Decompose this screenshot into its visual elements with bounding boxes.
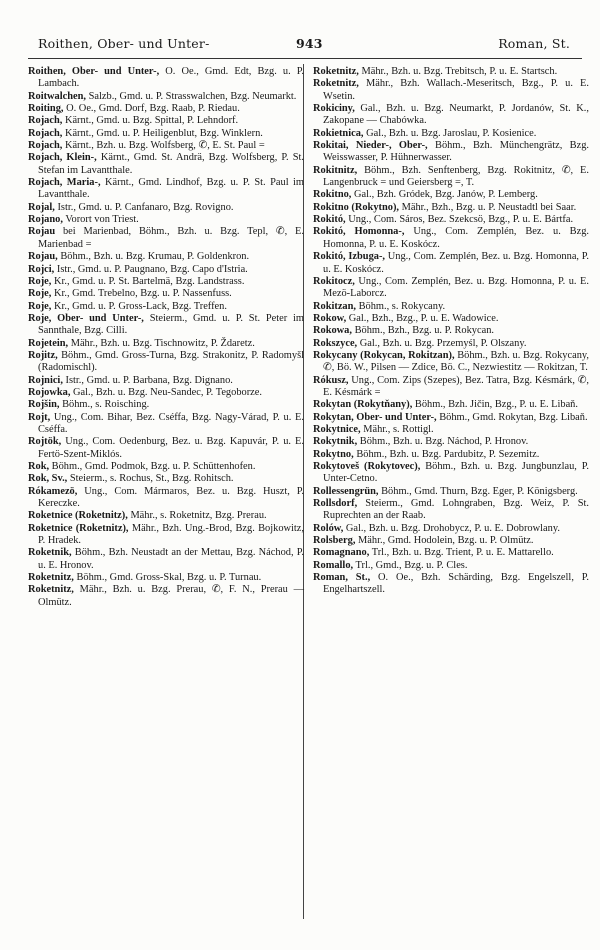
entry-text: Böhm., Bzh. Münchengrätz, Bzg. Weisswasser, P. Hühnerwasser.: [323, 140, 589, 164]
entry-headword: Roje,: [28, 300, 52, 312]
entry-headword: Rojal,: [28, 201, 55, 213]
entry-headword: Rojitz,: [28, 349, 58, 361]
entry-text: O. Oe., Bzh. Schärding, Bzg. Engelszell, P. Engelhartszell.: [323, 572, 589, 596]
entry-headword: Rokitó, Homonna-,: [313, 226, 405, 238]
gazetteer-entry: [313, 165, 589, 190]
entry-text: Böhm., Bzh. Senftenberg, Bzg. Rokitnitz, ✆, E. Langenbruck = und Geiersberg =, T.: [323, 164, 589, 189]
entry-text: Böhm., Bzh. u. Bzg. Pardubitz, P. Sezemitz.: [353, 448, 540, 460]
gazetteer-entry: [313, 449, 589, 461]
entry-text: Ung., Com. Zemplén, Bez. u. Bzg. Homonna, P. u. E. Koskócz.: [323, 226, 590, 250]
entry-text: Kr., Gmd. u. P. St. Bartelmä, Bzg. Landstrass.: [51, 275, 245, 287]
entry-text: bei Marienbad, Böhm., Bzh. u. Bzg. Tepl, ✆, E. Marienbad =: [38, 226, 304, 250]
entry-headword: Roje,: [28, 288, 52, 300]
entry-headword: Rojano,: [28, 214, 63, 226]
entry-text: Böhm., s. Roisching.: [59, 399, 150, 411]
gazetteer-entry: [313, 301, 589, 313]
right-column: [313, 66, 589, 597]
gazetteer-entry: [28, 140, 304, 152]
gazetteer-entry: [28, 387, 304, 399]
entry-text: Böhm., Gmd. Rokytan, Bzg. Libaň.: [436, 411, 588, 423]
entry-headword: Roje, Ober- und Unter-,: [28, 312, 144, 324]
page-number: 943: [296, 36, 323, 51]
gazetteer-entry: [28, 510, 304, 522]
entry-text: Gal., Bzh. u. Bzg. Drohobycz, P. u. E. Dobrowlany.: [343, 522, 560, 534]
entry-text: Ung., Com. Zips (Szepes), Bez. Tatra, Bzg. Késmárk, ✆, E. Késmárk =: [323, 374, 589, 398]
entry-text: O. Oe., Gmd. Dorf, Bzg. Raab, P. Riedau.: [63, 103, 240, 115]
gazetteer-entry: [28, 276, 304, 288]
entry-headword: Rokytnice,: [313, 423, 361, 435]
entry-headword: Rolów,: [313, 522, 344, 534]
entry-headword: Rokytan (Rokytňany),: [313, 399, 413, 411]
entry-headword: Roitwalchen,: [28, 90, 87, 102]
entry-text: Mähr., Bzh., Bzg. u. P. Neustadtl bei Saar.: [399, 201, 577, 213]
entry-text: Mähr., Bzh. Wallach.-Meseritsch, Bzg., P. u. E. Wsetin.: [323, 78, 589, 102]
gazetteer-entry: [313, 202, 589, 214]
gazetteer-entry: [313, 572, 589, 597]
entry-headword: Rojtök,: [28, 436, 62, 448]
entry-text: Gal., Bzh. Gródek, Bzg. Janów, P. Lemberg.: [351, 189, 538, 201]
entry-headword: Rok,: [28, 461, 50, 472]
gazetteer-entry: [28, 436, 304, 461]
gazetteer-entry: [313, 350, 589, 375]
entry-headword: Rokow,: [313, 312, 347, 324]
gazetteer-entry: [313, 214, 589, 226]
entry-headword: Roiting,: [28, 103, 64, 115]
entry-headword: Roketnitz,: [313, 66, 359, 77]
entry-headword: Roithen, Ober- und Unter-,: [28, 66, 160, 77]
entry-headword: Rojach,: [28, 115, 63, 127]
entry-text: Böhm., s. Rokycany.: [356, 300, 446, 312]
entry-text: Gal., Bzh. u. Bzg. Neu-Sandec, P. Tegoborze.: [70, 386, 262, 398]
gazetteer-entry: [28, 399, 304, 411]
entry-text: Böhm., Bzh. u. Bzg. Jungbunzlau, P. Unter-Cetno.: [323, 461, 589, 485]
gazetteer-entry: [313, 424, 589, 436]
entry-headword: Rollsdorf,: [313, 498, 358, 510]
entry-headword: Roketnice (Roketnitz),: [28, 522, 129, 534]
gazetteer-entry: [28, 584, 304, 609]
entry-text: Kärnt., Gmd. u. Bzg. Spittal, P. Lehndorf.: [62, 115, 239, 127]
entry-text: Böhm., Gmd. Podmok, Bzg. u. P. Schüttenhofen.: [49, 461, 256, 472]
entry-text: Steierm., Gmd. Lohngraben, Bzg. Weiz, P. St. Ruprechten an der Raab.: [323, 498, 589, 522]
entry-headword: Rokowa,: [313, 325, 352, 337]
gazetteer-entry: [28, 301, 304, 313]
gazetteer-entry: [28, 486, 304, 511]
entry-text: Mähr., Bzh. u. Bzg. Trebitsch, P. u. E. Startsch.: [358, 66, 558, 77]
entry-headword: Rokiciny,: [313, 103, 355, 115]
gazetteer-entry: [313, 251, 589, 276]
entry-headword: Rokitai, Nieder-, Ober-,: [313, 140, 428, 152]
entry-text: Steierm., Gmd. u. P. St. Peter im Sannthale, Bzg. Cilli.: [38, 312, 304, 337]
gazetteer-entry: [28, 128, 304, 140]
gazetteer-entry: [28, 103, 304, 115]
entry-headword: Rojach, Maria-,: [28, 177, 101, 189]
gazetteer-entry: [313, 498, 589, 523]
gazetteer-entry: [313, 523, 589, 535]
entry-headword: Rok, Sv.,: [28, 473, 68, 485]
entry-text: Kr., Gmd. Trebelno, Bzg. u. P. Nassenfuss.: [51, 288, 232, 300]
entry-headword: Rokitnitz,: [313, 164, 358, 176]
entry-text: Trl., Gmd., Bzg. u. P. Cles.: [353, 559, 468, 571]
entry-headword: Rolsberg,: [313, 535, 356, 547]
entry-text: Salzb., Gmd. u. P. Strasswalchen, Bzg. Neumarkt.: [86, 90, 297, 102]
gazetteer-entry: [313, 486, 589, 498]
entry-headword: Roje,: [28, 275, 52, 287]
gazetteer-entry: [313, 547, 589, 559]
entry-headword: Rokytno,: [313, 448, 354, 460]
gazetteer-entry: [313, 128, 589, 140]
gazetteer-entry: [313, 313, 589, 325]
gazetteer-entry: [28, 177, 304, 202]
entry-headword: Rokycany (Rokycan, Rokitzan),: [313, 349, 455, 361]
gazetteer-entry: [313, 535, 589, 547]
entry-headword: Rojau,: [28, 251, 58, 263]
gazetteer-entry: [313, 276, 589, 301]
entry-headword: Roketnice (Roketnitz),: [28, 510, 128, 522]
gazetteer-entry: [28, 461, 304, 473]
entry-text: Istr., Gmd. u. P. Barbana, Bzg. Dignano.: [62, 374, 233, 386]
entry-headword: Rókusz,: [313, 374, 349, 386]
gazetteer-entry: [28, 523, 304, 548]
entry-headword: Rojci,: [28, 263, 55, 275]
gazetteer-entry: [313, 66, 589, 78]
gazetteer-entry: [313, 103, 589, 128]
entry-headword: Rokytan, Ober- und Unter-,: [313, 411, 437, 423]
gazetteer-entry: [28, 264, 304, 276]
entry-headword: Rókamezö,: [28, 485, 78, 497]
gazetteer-entry: [28, 338, 304, 350]
entry-text: Böhm., Bzh., Bzg. u. P. Rokycan.: [351, 325, 494, 337]
page-header: [28, 36, 580, 56]
entry-text: Böhm., Bzh. Jičin, Bzg., P. u. E. Libaň.: [412, 399, 578, 411]
entry-text: Kr., Gmd. u. P. Gross-Lack, Bzg. Treffen.: [51, 300, 227, 312]
header-rule: [28, 58, 582, 59]
entry-text: Steierm., s. Rochus, St., Bzg. Rohitsch.: [67, 473, 234, 485]
gazetteer-entry: [28, 375, 304, 387]
entry-text: Kärnt., Gmd. St. Andrä, Bzg. Wolfsberg, P. St. Stefan im Lavantthale.: [38, 152, 305, 176]
gazetteer-entry: [313, 338, 589, 350]
entry-headword: Roman, St.,: [313, 572, 371, 584]
entry-text: Ung., Com. Mármaros, Bez. u. Bzg. Huszt, P. Kereczke.: [38, 485, 304, 510]
gazetteer-entry: [28, 412, 304, 437]
gazetteer-entry: [28, 91, 304, 103]
entry-text: Mähr., Bzh. Ung.-Brod, Bzg. Bojkowitz, P. Hradek.: [38, 522, 305, 547]
gazetteer-entry: [313, 436, 589, 448]
entry-headword: Rojt,: [28, 411, 51, 423]
entry-headword: Rojau: [28, 226, 56, 238]
entry-text: O. Oe., Gmd. Edt, Bzg. u. P. Lambach.: [38, 66, 304, 90]
entry-headword: Rojetein,: [28, 337, 69, 349]
running-head-right: Roman, St.: [498, 36, 570, 51]
entry-headword: Rollessengrün,: [313, 485, 379, 497]
entry-text: Istr., Gmd. u. P. Canfanaro, Bzg. Rovigno.: [54, 201, 234, 213]
gazetteer-entry: [313, 375, 589, 400]
gazetteer-entry: [28, 202, 304, 214]
entry-text: Gal., Bzh., Bzg., P. u. E. Wadowice.: [346, 312, 499, 324]
gazetteer-entry: [28, 66, 304, 91]
gazetteer-entry: [313, 78, 589, 103]
entry-headword: Rokitó, Izbuga-,: [313, 251, 386, 263]
entry-text: Mähr., s. Rottigl.: [360, 423, 434, 435]
entry-text: Ung., Com. Oedenburg, Bez. u. Bzg. Kapuvár, P. u. E. Fertö-Szent-Miklós.: [38, 436, 304, 460]
gazetteer-entry: [313, 140, 589, 165]
entry-headword: Roketnitz,: [313, 78, 359, 90]
gazetteer-entry: [313, 325, 589, 337]
entry-headword: Rokszyce,: [313, 337, 358, 349]
entry-text: Ung., Com. Zemplén, Bez. u. Bzg. Homonna, P. u. E. Koskócz.: [323, 251, 589, 275]
entry-text: Trl., Bzh. u. Bzg. Trient, P. u. E. Mattarello.: [369, 547, 554, 559]
gazetteer-entry: [28, 226, 304, 251]
entry-headword: Rojšin,: [28, 399, 60, 411]
entry-text: Böhm., Bzh. u. Bzg. Náchod, P. Hronov.: [357, 436, 529, 448]
gazetteer-entry: [313, 189, 589, 201]
entry-headword: Roketnitz,: [28, 584, 74, 596]
entry-text: Mähr., Bzh. u. Bzg. Prerau, ✆, F. N., Prerau — Olmütz.: [38, 584, 304, 608]
entry-headword: Roketnik,: [28, 547, 72, 559]
gazetteer-entry: [28, 313, 304, 338]
gazetteer-entry: [28, 288, 304, 300]
gazetteer-entry: [313, 412, 589, 424]
entry-text: Böhm., Bzh. Neustadt an der Mettau, Bzg. Náchod, P. u. E. Hronov.: [38, 547, 304, 571]
gazetteer-entry: [28, 251, 304, 263]
entry-headword: Rokytoveš (Rokytovec),: [313, 461, 421, 472]
entry-headword: Romallo,: [313, 559, 354, 571]
entry-text: Kärnt., Bzh. u. Bzg. Wolfsberg, ✆, E. St. Paul =: [62, 140, 265, 152]
gazetteer-entry: [28, 152, 304, 177]
entry-text: Gal., Bzh. u. Bzg. Jaroslau, P. Kosienice.: [363, 127, 537, 139]
entry-headword: Rojowka,: [28, 386, 71, 398]
entry-text: Vorort von Triest.: [62, 214, 139, 226]
running-head-left: Roithen, Ober- und Unter-: [38, 36, 210, 51]
entry-text: Ung., Com. Bihar, Bez. Cséffa, Bzg. Nagy-Várad, P. u. E. Cséffa.: [38, 411, 304, 435]
entry-text: Böhm., Gmd. Gross-Skal, Bzg. u. P. Turnau.: [73, 572, 262, 584]
entry-headword: Rokitno (Rokytno),: [313, 201, 400, 213]
entry-headword: Rokytnik,: [313, 436, 358, 448]
gazetteer-entry: [313, 226, 589, 251]
entry-text: Ung., Com. Sáros, Bez. Szekcsö, Bzg., P. u. E. Bártfa.: [345, 214, 574, 226]
entry-headword: Rokitno,: [313, 189, 352, 201]
entry-headword: Rojach, Klein-,: [28, 152, 97, 164]
gazetteer-entry: [28, 115, 304, 127]
entry-headword: Rojach,: [28, 140, 63, 152]
entry-text: Mähr., Gmd. Hodolein, Bzg. u. P. Olmütz.: [355, 535, 534, 547]
entry-text: Mähr., s. Roketnitz, Bzg. Prerau.: [127, 510, 267, 522]
entry-headword: Rojnici,: [28, 374, 63, 386]
gazetteer-entry: [28, 350, 304, 375]
entry-headword: Roketnitz,: [28, 572, 74, 584]
entry-headword: Rokitocz,: [313, 275, 355, 287]
entry-headword: Rokietnica,: [313, 127, 364, 139]
entry-headword: Romagnano,: [313, 547, 370, 559]
entry-text: Istr., Gmd. u. P. Paugnano, Bzg. Capo d'Istria.: [54, 263, 248, 275]
gazetteer-entry: [313, 461, 589, 486]
entry-text: Böhm., Bzh. u. Bzg. Rokycany, ✆, Bö. W., Pilsen — Zdice, Bö. C., Nezwiestitz — Rokitzan, T.: [323, 349, 590, 374]
entry-headword: Rokitó,: [313, 214, 346, 226]
entry-text: Böhm., Bzh. u. Bzg. Krumau, P. Goldenkron.: [57, 251, 250, 263]
gazetteer-entry: [313, 399, 589, 411]
gazetteer-entry: [28, 214, 304, 226]
entry-text: Kärnt., Gmd. Lindhof, Bzg. u. P. St. Paul im Lavantthale.: [38, 177, 304, 201]
entry-headword: Rojach,: [28, 127, 63, 139]
entry-text: Böhm., Gmd. Gross-Turna, Bzg. Strakonitz, P. Radomyšl (Radomischl).: [38, 349, 304, 374]
entry-text: Böhm., Gmd. Thurn, Bzg. Eger, P. Königsberg.: [378, 485, 578, 497]
entry-text: Kärnt., Gmd. u. P. Heiligenblut, Bzg. Winklern.: [62, 127, 263, 139]
gazetteer-entry: [313, 560, 589, 572]
entry-text: Gal., Bzh. u. Bzg. Przemyśl, P. Olszany.: [357, 337, 527, 349]
entry-text: Gal., Bzh. u. Bzg. Neumarkt, P. Jordanów, St. K., Zakopane — Chabówka.: [323, 103, 589, 127]
entry-text: Ung., Com. Zemplén, Bez. u. Bzg. Homonna, P. u. E. Mezö-Laborcz.: [323, 275, 589, 300]
left-column: [28, 66, 304, 609]
entry-headword: Rokitzan,: [313, 300, 357, 312]
gazetteer-entry: [28, 473, 304, 485]
gazetteer-entry: [28, 572, 304, 584]
entry-text: Mähr., Bzh. u. Bzg. Tischnowitz, P. Ždaretz.: [68, 337, 255, 349]
gazetteer-entry: [28, 547, 304, 572]
